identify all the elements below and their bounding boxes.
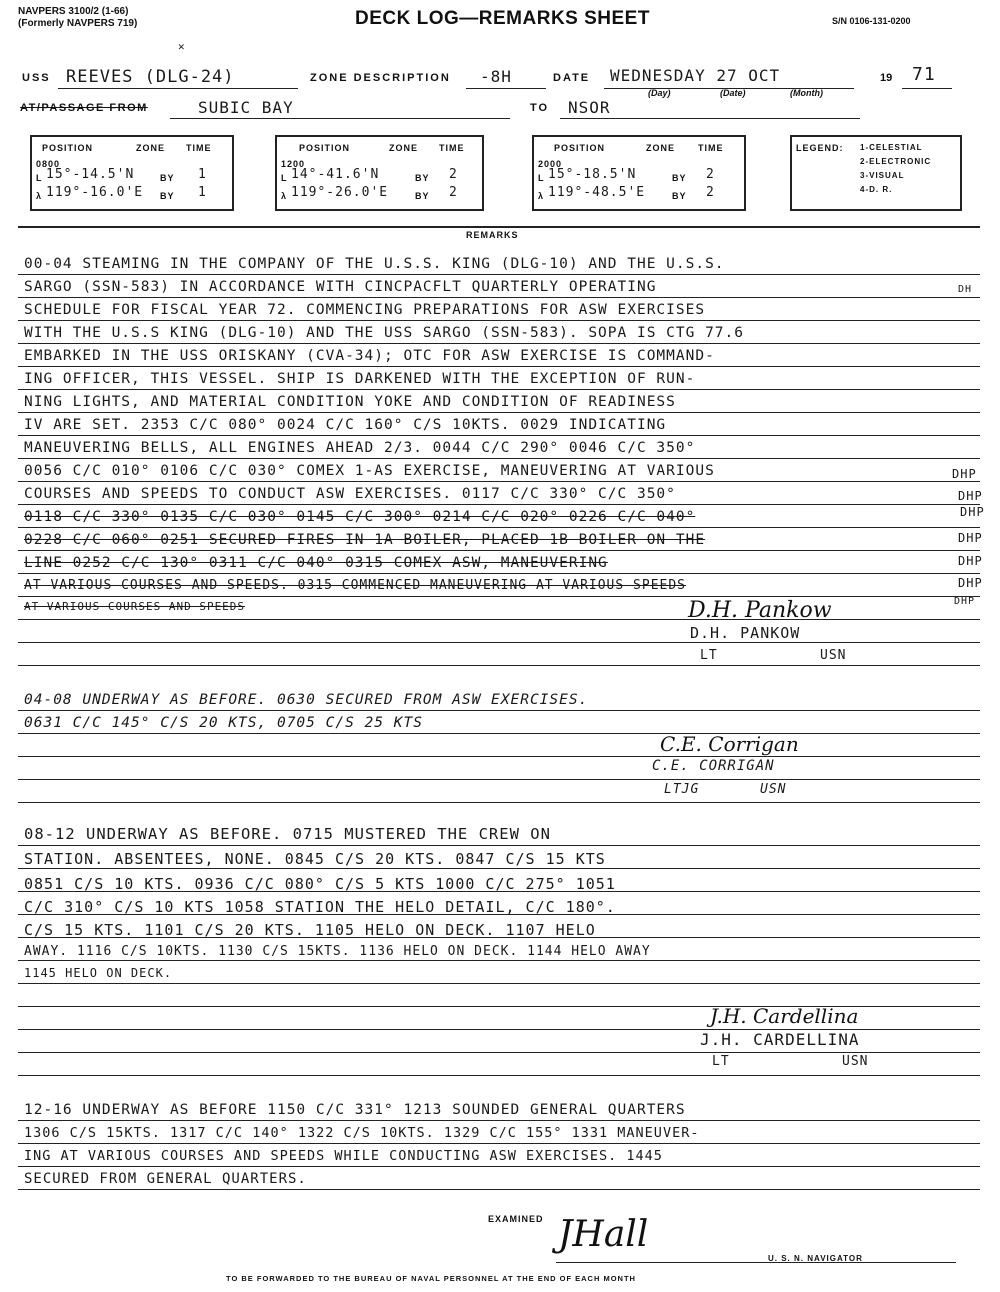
- rule-line: [18, 412, 980, 413]
- lon-symbol: λ: [281, 191, 288, 201]
- rule-line: [18, 458, 980, 459]
- position-box-1200: [275, 135, 484, 211]
- forwarding-note: TO BE FORWARDED TO THE BUREAU OF NAVAL PERSONNEL AT THE END OF EACH MONTH: [226, 1274, 636, 1283]
- time-header: TIME: [439, 143, 465, 153]
- rule-line: [18, 481, 980, 482]
- log-line: SECURED FROM GENERAL QUARTERS.: [24, 1171, 307, 1187]
- log-line: C/S 15 KTS. 1101 C/S 20 KTS. 1105 HELO ON DECK. 1107 HELO: [24, 921, 596, 939]
- legend-item: 1-CELESTIAL: [860, 143, 923, 152]
- position-box-2000: [532, 135, 746, 211]
- officer-signature: D.H. Pankow: [688, 598, 832, 623]
- legend-item: 3-VISUAL: [860, 171, 905, 180]
- rule-line: [18, 366, 980, 367]
- uss-value: REEVES (DLG-24): [66, 67, 235, 87]
- rule-line: [18, 1052, 980, 1053]
- time-header: TIME: [698, 143, 724, 153]
- rule-line: [18, 320, 980, 321]
- by-label: BY: [672, 191, 687, 201]
- passage-from-label: AT/PASSAGE FROM: [20, 102, 148, 114]
- log-line-struck: 0228 C/C 060° 0251 SECURED FIRES IN 1A BOILER, PLACED 1B BOILER ON THE: [24, 532, 706, 548]
- lat-symbol: L: [281, 173, 288, 183]
- page-title: DECK LOG—REMARKS SHEET: [355, 8, 650, 29]
- log-line: 0851 C/S 10 KTS. 0936 C/C 080° C/S 5 KTS 1000 C/C 275° 1051: [24, 875, 616, 893]
- rule-line: [18, 756, 980, 757]
- correction-initials: DHP: [958, 489, 983, 503]
- log-line: ING OFFICER, THIS VESSEL. SHIP IS DARKENED WITH THE EXCEPTION OF RUN-: [24, 371, 696, 387]
- correction-initials: DHP: [958, 531, 983, 545]
- passage-to-value: NSOR: [568, 98, 611, 117]
- officer-rank: LTJG: [664, 782, 700, 797]
- log-line-struck: LINE 0252 C/C 130° 0311 C/C 040° 0315 COMEX ASW, MANEUVERING: [24, 555, 608, 571]
- correction-initials: DH: [958, 284, 973, 295]
- longitude-value: 119°-16.0'E: [46, 185, 144, 200]
- log-line: STATION. ABSENTEES, NONE. 0845 C/S 20 KTS. 0847 C/S 15 KTS: [24, 850, 606, 868]
- log-line: MANEUVERING BELLS, ALL ENGINES AHEAD 2/3. 0044 C/C 290° 0046 C/C 350°: [24, 440, 696, 456]
- rule-line: [18, 504, 980, 505]
- latitude-by: 2: [706, 167, 715, 182]
- log-line-struck: AT VARIOUS COURSES AND SPEEDS: [24, 600, 246, 613]
- log-line: NING LIGHTS, AND MATERIAL CONDITION YOKE AND CONDITION OF READINESS: [24, 394, 676, 410]
- rule-line: [18, 435, 980, 436]
- longitude-by: 2: [706, 185, 715, 200]
- rule-line: [18, 733, 980, 734]
- log-line: C/C 310° C/S 10 KTS 1058 STATION THE HELO DETAIL, C/C 180°.: [24, 898, 616, 916]
- log-line: 04-08 UNDERWAY AS BEFORE. 0630 SECURED FROM ASW EXERCISES.: [24, 692, 589, 708]
- zone-header: ZONE: [389, 143, 419, 153]
- by-label: BY: [415, 173, 430, 183]
- time-header: TIME: [186, 143, 212, 153]
- log-line: 0056 C/C 010° 0106 C/C 030° COMEX 1-AS EXERCISE, MANEUVERING AT VARIOUS: [24, 463, 715, 479]
- longitude-by: 2: [449, 185, 458, 200]
- latitude-value: 15°-14.5'N: [46, 167, 135, 182]
- officer-name: D.H. PANKOW: [690, 624, 801, 642]
- corner-mark: ✕: [178, 40, 186, 53]
- rule-line: [18, 1166, 980, 1167]
- correction-initials: DHP: [958, 576, 983, 590]
- officer-rank: LT: [700, 648, 718, 663]
- remarks-label: REMARKS: [466, 230, 519, 240]
- officer-name: C.E. CORRIGAN: [652, 758, 775, 774]
- by-label: BY: [160, 191, 175, 201]
- rule-line: [18, 1189, 980, 1190]
- officer-service: USN: [820, 648, 847, 663]
- date-value: WEDNESDAY 27 OCT: [610, 66, 781, 85]
- log-line: 1145 HELO ON DECK.: [24, 966, 173, 980]
- zone-header: ZONE: [646, 143, 676, 153]
- rule-line: [18, 642, 980, 643]
- lon-symbol: λ: [538, 191, 545, 201]
- correction-initials: DHP: [960, 505, 985, 519]
- passage-to-label: TO: [530, 102, 550, 114]
- log-line: SCHEDULE FOR FISCAL YEAR 72. COMMENCING PREPARATIONS FOR ASW EXERCISES: [24, 302, 706, 318]
- correction-initials: DHP: [952, 467, 977, 481]
- officer-service: USN: [842, 1054, 869, 1069]
- rule-line: [18, 1120, 980, 1121]
- log-line-struck: 0118 C/C 330° 0135 C/C 030° 0145 C/C 300° 0214 C/C 020° 0226 C/C 040°: [24, 509, 696, 525]
- by-label: BY: [160, 173, 175, 183]
- zone-header: ZONE: [136, 143, 166, 153]
- navigator-signature: JHall: [558, 1214, 649, 1255]
- latitude-by: 1: [198, 167, 207, 182]
- month-caption: (Month): [790, 88, 823, 98]
- rule-line: [18, 527, 980, 528]
- rule-line: [18, 596, 980, 597]
- rule-line: [18, 573, 980, 574]
- year-prefix: 19: [880, 72, 893, 84]
- officer-signature: J.H. Cardellina: [710, 1004, 859, 1028]
- rule-line: [18, 619, 980, 620]
- position-box-0800: [30, 135, 234, 211]
- lat-symbol: L: [538, 173, 545, 183]
- log-line-struck: AT VARIOUS COURSES AND SPEEDS. 0315 COMMENCED MANEUVERING AT VARIOUS SPEEDS: [24, 578, 686, 593]
- legend-label: LEGEND:: [796, 143, 844, 153]
- log-line: 12-16 UNDERWAY AS BEFORE 1150 C/C 331° 1213 SOUNDED GENERAL QUARTERS: [24, 1102, 686, 1118]
- rule-line: [18, 710, 980, 711]
- log-line: COURSES AND SPEEDS TO CONDUCT ASW EXERCISES. 0117 C/C 330° C/C 350°: [24, 486, 676, 502]
- rule-line: [18, 550, 980, 551]
- navigator-label: U. S. N. NAVIGATOR: [768, 1254, 863, 1263]
- position-time: 0800: [36, 159, 61, 169]
- date-label: DATE: [553, 72, 591, 84]
- lon-symbol: λ: [36, 191, 43, 201]
- log-line: ING AT VARIOUS COURSES AND SPEEDS WHILE CONDUCTING ASW EXERCISES. 1445: [24, 1148, 663, 1164]
- lat-symbol: L: [36, 173, 43, 183]
- rule-line: [18, 868, 980, 869]
- correction-initials: DHP: [954, 596, 976, 607]
- stock-number: S/N 0106-131-0200: [832, 16, 911, 26]
- latitude-by: 2: [449, 167, 458, 182]
- log-line: EMBARKED IN THE USS ORISKANY (CVA-34); OTC FOR ASW EXERCISE IS COMMAND-: [24, 348, 715, 364]
- log-line: SARGO (SSN-583) IN ACCORDANCE WITH CINCPACFLT QUARTERLY OPERATING: [24, 279, 657, 295]
- rule-line: [18, 960, 980, 961]
- legend-box: [790, 135, 962, 211]
- rule-line: [18, 665, 980, 666]
- legend-item: 4-D. R.: [860, 185, 893, 194]
- form-number: NAVPERS 3100/2 (1-66): [18, 6, 129, 17]
- log-line: 00-04 STEAMING IN THE COMPANY OF THE U.S.S. KING (DLG-10) AND THE U.S.S.: [24, 256, 725, 272]
- log-line: 08-12 UNDERWAY AS BEFORE. 0715 MUSTERED THE CREW ON: [24, 825, 551, 843]
- rule-line: [18, 983, 980, 984]
- latitude-value: 14°-41.6'N: [291, 167, 380, 182]
- position-time: 1200: [281, 159, 306, 169]
- log-line: 1306 C/S 15KTS. 1317 C/C 140° 1322 C/S 10KTS. 1329 C/C 155° 1331 MANEUVER-: [24, 1125, 700, 1141]
- rule-line: [18, 845, 980, 846]
- latitude-value: 15°-18.5'N: [548, 167, 637, 182]
- year-value: 71: [912, 64, 936, 85]
- day-caption: (Day): [648, 88, 671, 98]
- position-header: POSITION: [42, 143, 94, 153]
- passage-from-value: SUBIC BAY: [198, 98, 294, 117]
- correction-initials: DHP: [958, 554, 983, 568]
- rule-line: [18, 274, 980, 275]
- log-line: WITH THE U.S.S KING (DLG-10) AND THE USS SARGO (SSN-583). SOPA IS CTG 77.6: [24, 325, 745, 341]
- position-time: 2000: [538, 159, 563, 169]
- position-header: POSITION: [299, 143, 351, 153]
- zone-description-label: ZONE DESCRIPTION: [310, 72, 451, 84]
- longitude-value: 119°-26.0'E: [291, 185, 389, 200]
- rule-line: [18, 297, 980, 298]
- longitude-value: 119°-48.5'E: [548, 185, 646, 200]
- rule-line: [18, 802, 980, 803]
- date-caption: (Date): [720, 88, 746, 98]
- rule-line: [18, 343, 980, 344]
- by-label: BY: [415, 191, 430, 201]
- log-line: IV ARE SET. 2353 C/C 080° 0024 C/C 160° C/S 10KTS. 0029 INDICATING: [24, 417, 667, 433]
- zone-description-value: -8H: [480, 67, 512, 86]
- by-label: BY: [672, 173, 687, 183]
- rule-line: [18, 389, 980, 390]
- log-line: 0631 C/C 145° C/S 20 KTS, 0705 C/S 25 KTS: [24, 715, 423, 731]
- legend-item: 2-ELECTRONIC: [860, 157, 932, 166]
- log-line: AWAY. 1116 C/S 10KTS. 1130 C/S 15KTS. 1136 HELO ON DECK. 1144 HELO AWAY: [24, 944, 651, 959]
- position-header: POSITION: [554, 143, 606, 153]
- examined-label: EXAMINED: [488, 1214, 544, 1224]
- rule-line: [18, 1075, 980, 1076]
- rule-line: [18, 1143, 980, 1144]
- officer-rank: LT: [712, 1054, 730, 1069]
- former-form-number: (Formerly NAVPERS 719): [18, 18, 138, 29]
- uss-label: USS: [22, 72, 51, 84]
- longitude-by: 1: [198, 185, 207, 200]
- officer-service: USN: [760, 782, 787, 797]
- officer-signature: C.E. Corrigan: [660, 732, 799, 756]
- rule-line: [18, 779, 980, 780]
- officer-name: J.H. CARDELLINA: [700, 1030, 860, 1049]
